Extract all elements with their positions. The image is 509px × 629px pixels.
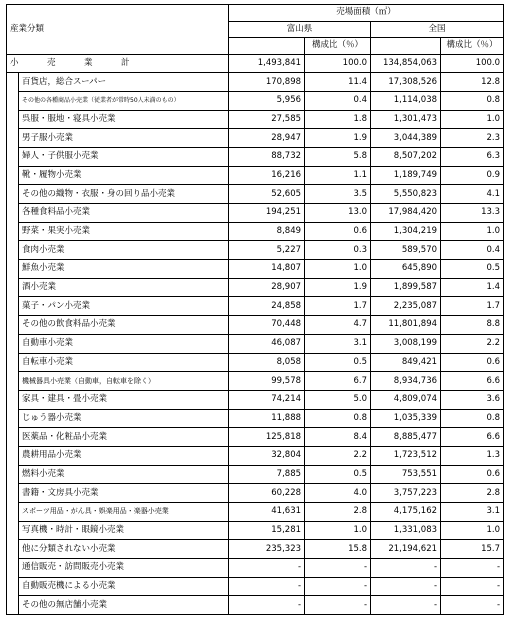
row-toyama-value: 15,281 xyxy=(229,521,305,540)
table-row xyxy=(7,147,504,166)
row-toyama-ratio: 0.3 xyxy=(305,241,371,260)
row-national-value: 8,507,202 xyxy=(371,147,441,166)
row-toyama-value: 7,885 xyxy=(229,465,305,484)
row-indent xyxy=(7,222,19,241)
row-toyama-value: 235,323 xyxy=(229,540,305,559)
row-label: 家具・建具・畳小売業 xyxy=(19,390,229,409)
row-toyama-value: 60,228 xyxy=(229,484,305,503)
row-national-value: 4,809,074 xyxy=(371,390,441,409)
row-toyama-ratio: 8.4 xyxy=(305,428,371,447)
row-label: じゅう器小売業 xyxy=(19,409,229,428)
row-national-value: 8,934,736 xyxy=(371,372,441,391)
row-toyama-ratio: 15.8 xyxy=(305,540,371,559)
row-toyama-value: 8,849 xyxy=(229,222,305,241)
row-national-value: 17,984,420 xyxy=(371,204,441,223)
row-toyama-ratio: - xyxy=(305,596,371,615)
table-row xyxy=(7,596,504,615)
row-indent xyxy=(7,334,19,353)
row-national-ratio: 1.0 xyxy=(441,222,504,241)
row-toyama-value: 5,956 xyxy=(229,91,305,110)
row-national-ratio: - xyxy=(441,596,504,615)
row-indent xyxy=(7,353,19,372)
row-toyama-ratio: 0.5 xyxy=(305,465,371,484)
table-row xyxy=(7,222,504,241)
row-national-value: 849,421 xyxy=(371,353,441,372)
row-toyama-ratio: 13.0 xyxy=(305,204,371,223)
row-label: 農耕用品小売業 xyxy=(19,446,229,465)
table-row xyxy=(7,521,504,540)
row-indent xyxy=(7,446,19,465)
row-national-value: 2,235,087 xyxy=(371,297,441,316)
row-national-ratio: - xyxy=(441,577,504,596)
national-header: 全国 xyxy=(371,21,504,38)
row-national-value: 4,175,162 xyxy=(371,503,441,522)
header-row-1 xyxy=(7,5,504,22)
row-toyama-value: 8,058 xyxy=(229,353,305,372)
table-row xyxy=(7,110,504,129)
row-label: 男子服小売業 xyxy=(19,129,229,148)
row-national-value: 11,801,894 xyxy=(371,316,441,335)
row-national-value: 1,035,339 xyxy=(371,409,441,428)
row-label: 書籍・文房具小売業 xyxy=(19,484,229,503)
row-label: 自動販売機による小売業 xyxy=(19,577,229,596)
category-header: 産業分類 xyxy=(7,5,229,55)
row-toyama-ratio: 4.7 xyxy=(305,316,371,335)
row-toyama-ratio: 5.8 xyxy=(305,147,371,166)
row-indent xyxy=(7,260,19,279)
row-toyama-value: 27,585 xyxy=(229,110,305,129)
table-row xyxy=(7,297,504,316)
table-row xyxy=(7,278,504,297)
row-toyama-ratio: 3.5 xyxy=(305,185,371,204)
row-label: 野菜・果実小売業 xyxy=(19,222,229,241)
row-toyama-ratio: 6.7 xyxy=(305,372,371,391)
row-toyama-ratio: 1.0 xyxy=(305,521,371,540)
row-label: 自動車小売業 xyxy=(19,334,229,353)
row-national-ratio: 0.6 xyxy=(441,353,504,372)
row-national-value: 753,551 xyxy=(371,465,441,484)
row-toyama-ratio: 0.6 xyxy=(305,222,371,241)
row-national-ratio: 1.3 xyxy=(441,446,504,465)
row-toyama-value: 16,216 xyxy=(229,166,305,185)
row-indent xyxy=(7,409,19,428)
row-toyama-ratio: 1.9 xyxy=(305,129,371,148)
row-toyama-value: 125,818 xyxy=(229,428,305,447)
row-label: 鮮魚小売業 xyxy=(19,260,229,279)
row-label: 医薬品・化粧品小売業 xyxy=(19,428,229,447)
row-toyama-value: 41,631 xyxy=(229,503,305,522)
table-row xyxy=(7,73,504,92)
row-indent xyxy=(7,129,19,148)
row-national-ratio: 2.2 xyxy=(441,334,504,353)
toyama-header: 富山県 xyxy=(229,21,371,38)
row-toyama-value: 88,732 xyxy=(229,147,305,166)
table-row xyxy=(7,260,504,279)
row-national-value: 1,331,083 xyxy=(371,521,441,540)
row-toyama-ratio: 0.4 xyxy=(305,91,371,110)
row-national-value: 1,723,512 xyxy=(371,446,441,465)
national-ratio-header: 構成比（％） xyxy=(441,38,504,55)
row-toyama-value: 24,858 xyxy=(229,297,305,316)
table-row xyxy=(7,91,504,110)
row-toyama-ratio: 11.4 xyxy=(305,73,371,92)
row-label: スポーツ用品・がん具・娯楽用品・楽器小売業 xyxy=(19,503,229,522)
row-label: 他に分類されない小売業 xyxy=(19,540,229,559)
row-toyama-value: 14,807 xyxy=(229,260,305,279)
row-toyama-value: 5,227 xyxy=(229,241,305,260)
row-indent xyxy=(7,428,19,447)
row-indent xyxy=(7,91,19,110)
row-toyama-ratio: 1.0 xyxy=(305,260,371,279)
row-indent xyxy=(7,372,19,391)
row-toyama-value: 70,448 xyxy=(229,316,305,335)
row-label: その他の織物・衣服・身の回り品小売業 xyxy=(19,185,229,204)
row-toyama-value: 11,888 xyxy=(229,409,305,428)
toyama-value-spacer xyxy=(229,38,305,55)
row-toyama-ratio: 2.8 xyxy=(305,503,371,522)
row-indent xyxy=(7,577,19,596)
total-toyama: 1,493,841 xyxy=(229,54,305,73)
row-national-value: 3,757,223 xyxy=(371,484,441,503)
table-row xyxy=(7,372,504,391)
table-row xyxy=(7,166,504,185)
row-national-ratio: 0.8 xyxy=(441,409,504,428)
row-toyama-value: - xyxy=(229,596,305,615)
national-value-spacer xyxy=(371,38,441,55)
row-indent xyxy=(7,540,19,559)
total-row xyxy=(7,54,504,73)
row-indent xyxy=(7,110,19,129)
row-indent xyxy=(7,147,19,166)
row-indent xyxy=(7,503,19,522)
row-toyama-ratio: 2.2 xyxy=(305,446,371,465)
row-toyama-value: 46,087 xyxy=(229,334,305,353)
row-national-ratio: 15.7 xyxy=(441,540,504,559)
area-header: 売場面積（㎡） xyxy=(229,5,504,22)
row-toyama-ratio: 5.0 xyxy=(305,390,371,409)
row-label: その他の各種商品小売業（従業者が常時50人未満のもの） xyxy=(19,91,229,110)
row-indent xyxy=(7,521,19,540)
row-national-value: 3,044,389 xyxy=(371,129,441,148)
row-national-ratio: 3.1 xyxy=(441,503,504,522)
table-row xyxy=(7,503,504,522)
row-national-value: 5,550,823 xyxy=(371,185,441,204)
row-toyama-ratio: 1.9 xyxy=(305,278,371,297)
row-national-ratio: 0.8 xyxy=(441,91,504,110)
row-toyama-ratio: 4.0 xyxy=(305,484,371,503)
row-indent xyxy=(7,297,19,316)
table-row xyxy=(7,334,504,353)
row-toyama-value: - xyxy=(229,559,305,578)
row-national-value: 8,885,477 xyxy=(371,428,441,447)
row-national-ratio: 0.9 xyxy=(441,166,504,185)
table-row xyxy=(7,484,504,503)
row-toyama-value: 74,214 xyxy=(229,390,305,409)
row-label: 百貨店，総合スーパー xyxy=(19,73,229,92)
row-indent xyxy=(7,166,19,185)
row-national-ratio: 0.4 xyxy=(441,241,504,260)
table-row xyxy=(7,390,504,409)
row-national-ratio: 6.6 xyxy=(441,372,504,391)
row-toyama-ratio: 1.8 xyxy=(305,110,371,129)
row-national-ratio: 12.8 xyxy=(441,73,504,92)
table-row xyxy=(7,204,504,223)
row-toyama-value: 32,804 xyxy=(229,446,305,465)
row-national-ratio: 1.0 xyxy=(441,110,504,129)
row-national-value: 1,899,587 xyxy=(371,278,441,297)
table-row xyxy=(7,559,504,578)
row-indent xyxy=(7,73,19,92)
total-toyama-ratio: 100.0 xyxy=(305,54,371,73)
row-label: 酒小売業 xyxy=(19,278,229,297)
row-national-ratio: 1.0 xyxy=(441,521,504,540)
row-indent xyxy=(7,278,19,297)
row-national-ratio: 0.6 xyxy=(441,465,504,484)
row-label: 菓子・パン小売業 xyxy=(19,297,229,316)
row-toyama-value: 99,578 xyxy=(229,372,305,391)
row-national-value: - xyxy=(371,596,441,615)
row-label: 通信販売・訪問販売小売業 xyxy=(19,559,229,578)
row-toyama-value: 52,605 xyxy=(229,185,305,204)
row-indent xyxy=(7,185,19,204)
row-toyama-ratio: - xyxy=(305,577,371,596)
row-label: その他の飲食料品小売業 xyxy=(19,316,229,335)
table-row xyxy=(7,428,504,447)
table-row xyxy=(7,540,504,559)
row-national-ratio: 1.7 xyxy=(441,297,504,316)
row-label: 写真機・時計・眼鏡小売業 xyxy=(19,521,229,540)
row-national-value: 17,308,526 xyxy=(371,73,441,92)
table-row xyxy=(7,577,504,596)
row-national-ratio: 13.3 xyxy=(441,204,504,223)
row-indent xyxy=(7,204,19,223)
toyama-ratio-header: 構成比（％） xyxy=(305,38,371,55)
row-national-value: 1,114,038 xyxy=(371,91,441,110)
row-toyama-value: 194,251 xyxy=(229,204,305,223)
table-row xyxy=(7,316,504,335)
row-toyama-ratio: 0.5 xyxy=(305,353,371,372)
table-row xyxy=(7,129,504,148)
row-label: 靴・履物小売業 xyxy=(19,166,229,185)
row-indent xyxy=(7,484,19,503)
row-label: 呉服・服地・寝具小売業 xyxy=(19,110,229,129)
table-row xyxy=(7,409,504,428)
row-label: その他の無店舗小売業 xyxy=(19,596,229,615)
row-toyama-ratio: 1.7 xyxy=(305,297,371,316)
row-national-value: 645,890 xyxy=(371,260,441,279)
table-row xyxy=(7,353,504,372)
row-national-ratio: 2.8 xyxy=(441,484,504,503)
row-label: 各種食料品小売業 xyxy=(19,204,229,223)
row-national-value: 21,194,621 xyxy=(371,540,441,559)
row-toyama-ratio: 1.1 xyxy=(305,166,371,185)
row-national-value: 589,570 xyxy=(371,241,441,260)
row-toyama-value: 28,907 xyxy=(229,278,305,297)
row-indent xyxy=(7,596,19,615)
table-row xyxy=(7,446,504,465)
total-label: 小 売 業 計 xyxy=(7,54,229,73)
row-national-ratio: 2.3 xyxy=(441,129,504,148)
total-national: 134,854,063 xyxy=(371,54,441,73)
row-national-value: - xyxy=(371,577,441,596)
table-row xyxy=(7,241,504,260)
row-toyama-value: - xyxy=(229,577,305,596)
row-national-ratio: 6.6 xyxy=(441,428,504,447)
row-national-ratio: 1.4 xyxy=(441,278,504,297)
row-toyama-value: 28,947 xyxy=(229,129,305,148)
row-national-ratio: 4.1 xyxy=(441,185,504,204)
table-row xyxy=(7,185,504,204)
total-national-ratio: 100.0 xyxy=(441,54,504,73)
row-indent xyxy=(7,559,19,578)
row-indent xyxy=(7,465,19,484)
row-label: 機械器具小売業（自動車，自転車を除く） xyxy=(19,372,229,391)
row-toyama-ratio: 3.1 xyxy=(305,334,371,353)
row-national-ratio: 8.8 xyxy=(441,316,504,335)
row-national-value: 3,008,199 xyxy=(371,334,441,353)
table-row xyxy=(7,465,504,484)
row-national-value: 1,189,749 xyxy=(371,166,441,185)
row-toyama-ratio: 0.8 xyxy=(305,409,371,428)
row-label: 婦人・子供服小売業 xyxy=(19,147,229,166)
row-national-value: 1,301,473 xyxy=(371,110,441,129)
row-label: 自転車小売業 xyxy=(19,353,229,372)
row-indent xyxy=(7,390,19,409)
row-national-value: 1,304,219 xyxy=(371,222,441,241)
row-national-ratio: 6.3 xyxy=(441,147,504,166)
row-indent xyxy=(7,316,19,335)
row-toyama-value: 170,898 xyxy=(229,73,305,92)
row-national-value: - xyxy=(371,559,441,578)
row-toyama-ratio: - xyxy=(305,559,371,578)
row-label: 燃料小売業 xyxy=(19,465,229,484)
row-national-ratio: 0.5 xyxy=(441,260,504,279)
row-national-ratio: 3.6 xyxy=(441,390,504,409)
row-national-ratio: - xyxy=(441,559,504,578)
row-label: 食肉小売業 xyxy=(19,241,229,260)
retail-floor-area-table xyxy=(6,4,504,615)
row-indent xyxy=(7,241,19,260)
